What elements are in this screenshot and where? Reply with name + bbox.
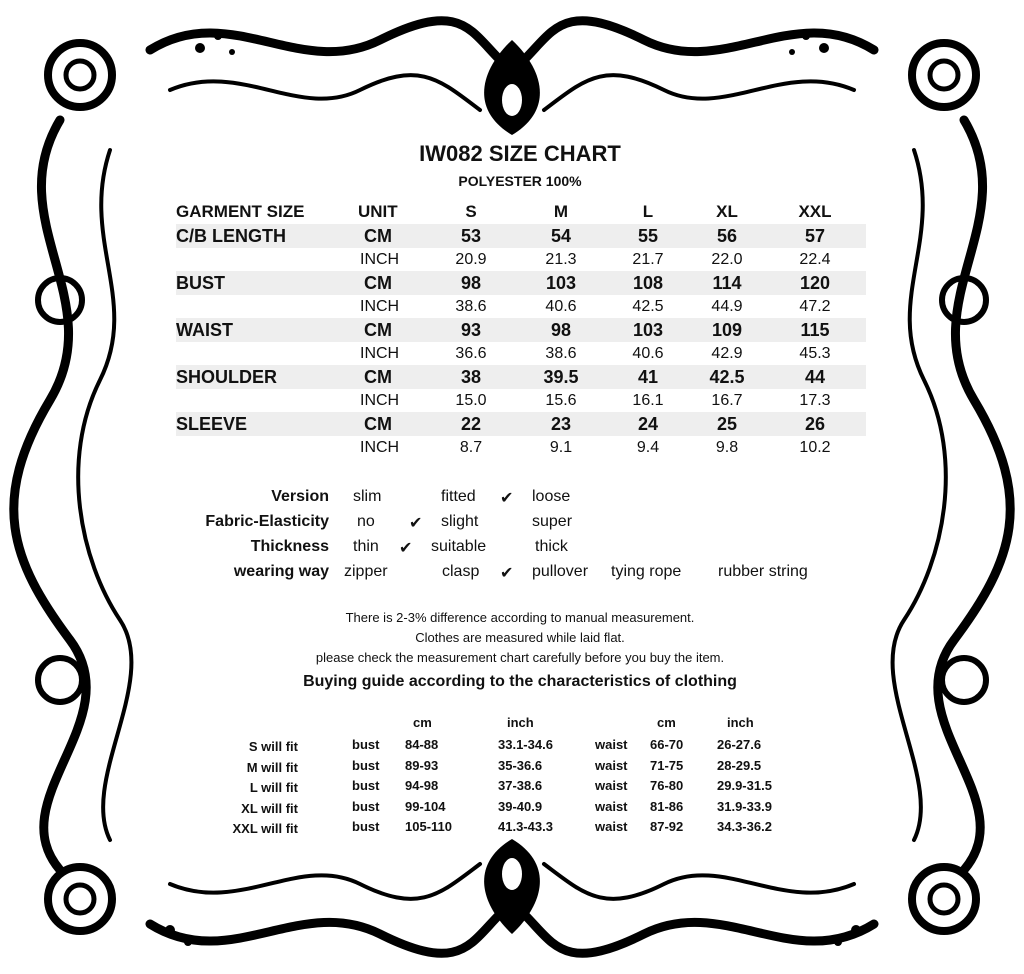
guide-bust-inch: 41.3-43.3 <box>498 819 553 834</box>
value-cell: 15.6 <box>545 392 577 409</box>
thickness-option: thick <box>535 538 568 555</box>
wearing-option: pullover <box>532 563 589 580</box>
wearing-option: rubber string <box>718 563 808 580</box>
unit-header: UNIT <box>358 202 398 221</box>
unit-cell: INCH <box>360 439 400 456</box>
guide-bust-word: bust <box>352 778 380 793</box>
guide-waist-inch: 28-29.5 <box>717 757 762 773</box>
value-cell: 8.7 <box>459 439 483 456</box>
guide-bust-word: bust <box>352 737 380 752</box>
note-laid-flat: Clothes are measured while laid flat. <box>415 630 625 645</box>
guide-waist-inch: 31.9-33.9 <box>717 798 772 814</box>
guide-bust-inch: 33.1-34.6 <box>498 737 553 752</box>
guide-waist-word: waist <box>595 737 628 752</box>
check-mark-icon: ✔ <box>409 515 423 532</box>
value-cell: 21.3 <box>545 251 577 268</box>
guide-waist-cm-header: cm <box>657 715 676 730</box>
guide-bust-cm: 99-104 <box>405 798 446 814</box>
measurement-name: WAIST <box>176 320 233 340</box>
version-label: Version <box>271 488 329 505</box>
check-mark-icon: ✔ <box>500 490 514 507</box>
value-cell: 38.6 <box>455 298 487 315</box>
value-cell: 44 <box>804 367 826 387</box>
guide-waist-inch: 26-27.6 <box>717 737 762 752</box>
unit-cell: CM <box>364 367 392 387</box>
value-cell: 15.0 <box>455 392 487 409</box>
value-cell: 24 <box>637 414 659 434</box>
guide-bust-cm: 94-98 <box>405 778 439 793</box>
guide-bust-inch: 39-40.9 <box>498 798 543 814</box>
guide-size-label: L will fit <box>249 780 298 795</box>
value-cell: 114 <box>712 273 742 293</box>
guide-size-label: XL will fit <box>241 800 298 816</box>
wearing-option: tying rope <box>611 563 682 580</box>
guide-bust-inch: 35-36.6 <box>498 757 543 773</box>
guide-waist-word: waist <box>595 798 628 814</box>
unit-cell: INCH <box>360 298 400 315</box>
guide-waist-cm: 71-75 <box>650 757 684 773</box>
value-cell: 120 <box>799 273 831 293</box>
elasticity-option: no <box>357 513 375 530</box>
value-cell: 22.0 <box>711 251 743 268</box>
guide-waist-cm: 87-92 <box>650 819 684 834</box>
unit-cell: CM <box>364 414 392 434</box>
unit-cell: INCH <box>360 345 400 362</box>
note-measurement-difference: There is 2-3% difference according to manual measurement. <box>345 610 695 625</box>
guide-size-label: S will fit <box>248 739 298 754</box>
wearing-option: clasp <box>442 563 480 580</box>
value-cell: 9.1 <box>549 439 573 456</box>
guide-bust-word: bust <box>352 757 380 773</box>
value-cell: 16.7 <box>711 392 743 409</box>
unit-cell: INCH <box>360 251 400 268</box>
guide-bust-word: bust <box>352 819 380 834</box>
size-header-4: XXL <box>798 202 832 221</box>
guide-bust-inch: 37-38.6 <box>498 778 543 793</box>
value-cell: 41 <box>637 367 659 387</box>
guide-waist-inch: 29.9-31.5 <box>717 778 772 793</box>
garment-size-header: GARMENT SIZE <box>176 202 305 221</box>
value-cell: 103 <box>632 320 664 340</box>
value-cell: 23 <box>550 414 572 434</box>
value-cell: 98 <box>550 320 572 340</box>
elasticity-label: Fabric-Elasticity <box>205 513 329 530</box>
value-cell: 54 <box>550 226 572 246</box>
value-cell: 57 <box>804 226 826 246</box>
version-option: loose <box>532 488 571 505</box>
page-title: IW082 SIZE CHART <box>419 141 621 166</box>
guide-waist-word: waist <box>595 819 628 834</box>
version-option: slim <box>353 488 382 505</box>
value-cell: 45.3 <box>799 345 831 362</box>
guide-size-label: XXL will fit <box>232 821 298 836</box>
value-cell: 9.8 <box>715 439 739 456</box>
value-cell: 53 <box>460 226 482 246</box>
unit-cell: CM <box>364 273 392 293</box>
elasticity-option: slight <box>441 513 479 530</box>
guide-waist-word: waist <box>595 778 628 793</box>
unit-cell: CM <box>364 226 392 246</box>
guide-bust-cm: 105-110 <box>405 819 452 834</box>
value-cell: 56 <box>716 226 738 246</box>
value-cell: 98 <box>460 273 482 293</box>
size-row-cm <box>176 318 866 342</box>
size-row-cm <box>176 365 866 389</box>
size-header-2: L <box>642 202 654 221</box>
check-mark-icon: ✔ <box>500 565 514 582</box>
size-row-inch <box>176 295 866 319</box>
guide-waist-cm: 81-86 <box>650 798 684 814</box>
buying-guide-title: Buying guide according to the characteristics of clothing <box>303 673 737 690</box>
thickness-option: suitable <box>431 538 487 555</box>
guide-bust-cm-header: cm <box>413 715 432 730</box>
value-cell: 55 <box>637 226 659 246</box>
size-header-3: XL <box>716 202 738 221</box>
guide-bust-cm: 84-88 <box>405 737 439 752</box>
value-cell: 40.6 <box>632 345 664 362</box>
value-cell: 93 <box>460 320 482 340</box>
value-cell: 9.4 <box>636 439 660 456</box>
size-row-inch <box>176 248 866 272</box>
value-cell: 16.1 <box>632 392 664 409</box>
thickness-label: Thickness <box>250 538 329 555</box>
guide-waist-inch: 34.3-36.2 <box>717 819 772 834</box>
size-row-inch <box>176 389 866 413</box>
value-cell: 109 <box>711 320 743 340</box>
guide-waist-cm: 66-70 <box>650 737 684 752</box>
size-row-inch <box>176 436 866 460</box>
version-option: fitted <box>441 488 476 505</box>
value-cell: 44.9 <box>711 298 743 315</box>
value-cell: 21.7 <box>632 251 664 268</box>
value-cell: 42.5 <box>709 367 745 387</box>
value-cell: 10.2 <box>799 439 831 456</box>
value-cell: 22.4 <box>799 251 831 268</box>
value-cell: 36.6 <box>455 345 487 362</box>
value-cell: 47.2 <box>799 298 831 315</box>
value-cell: 17.3 <box>799 392 831 409</box>
guide-waist-word: waist <box>595 757 628 773</box>
check-mark-icon: ✔ <box>399 540 413 557</box>
value-cell: 25 <box>716 414 738 434</box>
material-label: POLYESTER 100% <box>458 173 582 189</box>
size-header-0: S <box>465 202 477 221</box>
value-cell: 38 <box>460 367 482 387</box>
value-cell: 42.9 <box>711 345 743 362</box>
unit-cell: INCH <box>360 392 400 409</box>
value-cell: 108 <box>632 273 664 293</box>
measurement-name: C/B LENGTH <box>176 226 286 246</box>
thickness-option: thin <box>353 538 379 555</box>
guide-size-label: M will fit <box>246 759 298 775</box>
value-cell: 20.9 <box>455 251 487 268</box>
value-cell: 39.5 <box>543 367 579 387</box>
guide-bust-word: bust <box>352 798 380 814</box>
guide-bust-cm: 89-93 <box>405 757 439 773</box>
guide-waist-cm: 76-80 <box>650 778 684 793</box>
note-check-chart: please check the measurement chart carefully before you buy the item. <box>315 650 725 665</box>
measurement-name: SLEEVE <box>176 414 248 434</box>
wearing-option: zipper <box>344 563 388 580</box>
size-row-inch <box>176 342 866 366</box>
size-header-1: M <box>553 202 569 221</box>
wearing-label: wearing way <box>233 563 329 580</box>
size-row-cm <box>176 224 866 248</box>
guide-bust-inch-header: inch <box>507 715 534 730</box>
elasticity-option: super <box>532 513 573 530</box>
value-cell: 103 <box>545 273 577 293</box>
value-cell: 22 <box>460 414 482 434</box>
unit-cell: CM <box>364 320 392 340</box>
value-cell: 42.5 <box>632 298 664 315</box>
value-cell: 40.6 <box>545 298 577 315</box>
value-cell: 26 <box>804 414 826 434</box>
value-cell: 115 <box>800 320 830 340</box>
size-row-cm <box>176 412 866 436</box>
guide-waist-inch-header: inch <box>727 715 754 730</box>
value-cell: 38.6 <box>545 345 577 362</box>
size-row-cm <box>176 271 866 295</box>
measurement-name: BUST <box>176 273 225 293</box>
measurement-name: SHOULDER <box>176 367 278 387</box>
